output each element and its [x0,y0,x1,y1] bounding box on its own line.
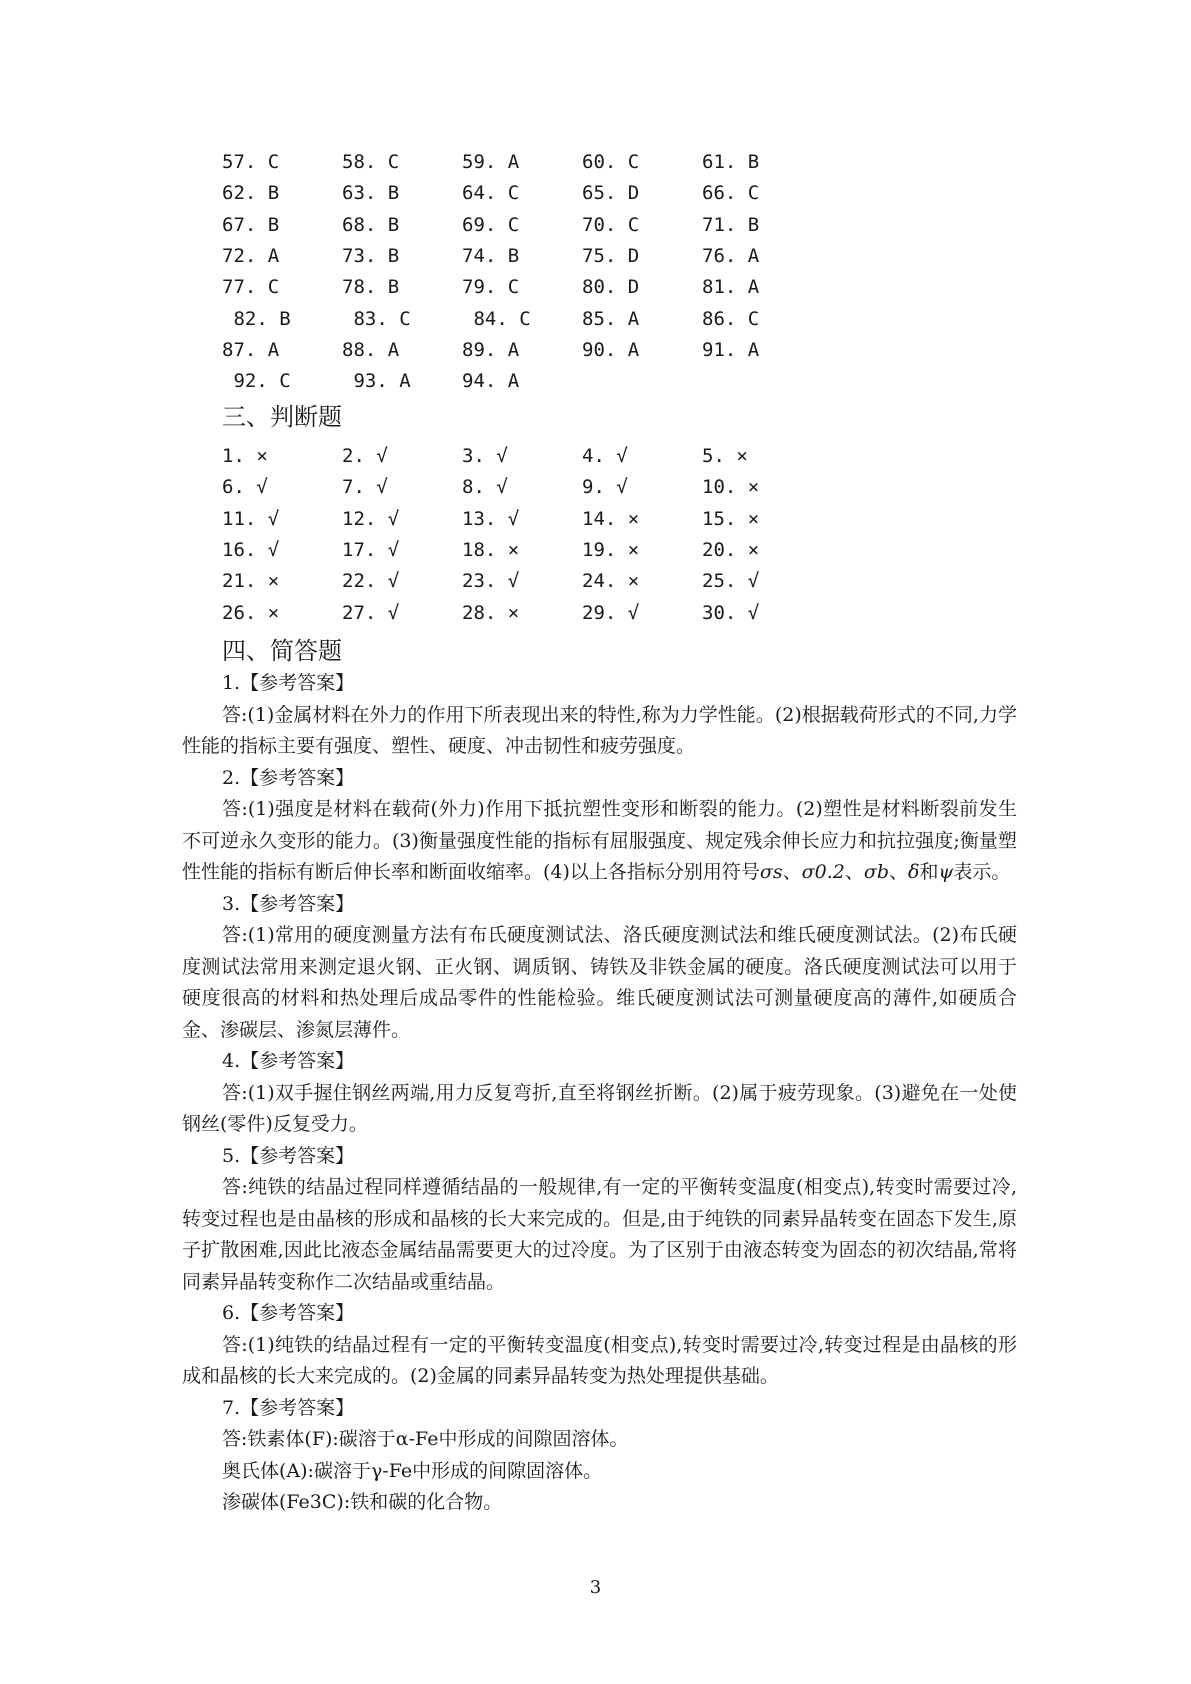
mc-answer-cell: 60. C [582,151,640,173]
q6-answer: 答:(1)纯铁的结晶过程有一定的平衡转变温度(相变点),转变时需要过冷,转变过程是由晶核的形成和晶核的长大来完成的。(2)金属的同素异晶转变为热处理提供基础。 [182,1333,1017,1387]
q7-line-austenite: 奥氏体(A):碳溶于γ-Fe中形成的间隙固溶体。 [222,1459,603,1482]
mc-answer-cell: 82. B [222,307,291,330]
tf-answer-cell: 1. × [222,445,268,467]
sep: 、 [889,861,909,883]
tf-answer-cell: 2. √ [342,445,388,467]
mc-answer-cell: 83. C [342,307,411,330]
page-number: 3 [589,1577,602,1598]
short-answers [182,668,1017,1519]
sep: 、 [844,861,864,883]
mc-answer-cell: 92. C [222,370,291,393]
sep: 、 [782,861,802,883]
tf-answer-cell: 28. × [462,601,520,624]
tf-answer-cell: 21. × [222,570,280,593]
q7-ref: 7.【参考答案】 [222,1396,355,1419]
q2-answer [182,794,1017,889]
mc-answer-cell: 86. C [702,307,760,330]
and-text: 和 [919,861,939,883]
mc-answer-cell: 67. B [222,213,280,236]
mc-answer-cell: 74. B [462,244,520,267]
tf-answer-cell: 13. √ [462,507,520,530]
mc-answer-cell: 81. A [702,276,760,299]
tf-answer-cell: 4. √ [582,445,628,467]
q2-answer-text: 答:(1)强度是材料在载荷(外力)作用下抵抗塑性变形和断裂的能力。(2)塑性是材料断裂前发生不可逆永久变形的能力。(3)衡量强度性能的指标有屈服强度、规定残余伸长应力和抗拉强度;衡量塑性性能的指标有断后伸长率和断面收缩率。(4)以上各指标分别用符号 [182,798,1017,883]
mc-answer-cell: 84. C [462,307,531,330]
mc-answer-cell: 64. C [462,182,520,205]
q1-answer: 答:(1)金属材料在外力的作用下所表现出来的特性,称为力学性能。(2)根据载荷形式的不同,力学性能的指标主要有强度、塑性、硬度、冲击韧性和疲劳强度。 [182,703,1017,757]
mc-answer-cell: 57. C [222,151,280,173]
symbol-sigma-02: σ0.2 [801,861,845,883]
mc-answer-cell: 71. B [702,213,760,236]
q1-ref: 1.【参考答案】 [222,672,355,694]
q5-answer: 答:纯铁的结晶过程同样遵循结晶的一般规律,有一定的平衡转变温度(相变点),转变时需要过冷,转变过程也是由晶核的形成和晶核的长大来完成的。但是,由于纯铁的同素异晶转变在固态下发生,原子扩散困难,因此比液态金属结晶需要更大的过冷度。为了区别于由液态转变为固态的初次结晶,常将同素异晶转变称作二次结晶或重结晶。 [182,1176,1017,1293]
q4-answer: 答:(1)双手握住钢丝两端,用力反复弯折,直至将钢丝折断。(2)属于疲劳现象。(3)避免在一处使钢丝(零件)反复受力。 [182,1081,1017,1135]
mc-answer-cell: 76. A [702,244,760,267]
mc-answer-cell: 72. A [222,244,280,267]
mc-answer-cell: 75. D [582,244,640,267]
q6-ref: 6.【参考答案】 [222,1302,355,1324]
q7-line-ferrite: 答:铁素体(F):碳溶于α-Fe中形成的间隙固溶体。 [222,1428,629,1450]
mc-answer-cell: 90. A [582,338,640,361]
tf-answer-cell: 29. √ [582,601,640,624]
mc-answer-cell: 58. C [342,151,400,173]
mc-answer-cell: 89. A [462,338,520,361]
tf-answer-cell: 23. √ [462,570,520,593]
mc-answer-cell: 69. C [462,213,520,236]
q4-ref: 4.【参考答案】 [222,1050,355,1072]
mc-answer-cell: 68. B [342,213,400,236]
section3-title: 三、判断题 [222,403,342,431]
mc-answer-cell: 94. A [462,370,520,393]
mc-answer-cell: 93. A [342,370,411,393]
q3-answer: 答:(1)常用的硬度测量方法有布氏硬度测试法、洛氏硬度测试法和维氏硬度测试法。(2)布氏硬度测试法常用来测定退火钢、正火钢、调质钢、铸铁及非铁金属的硬度。洛氏硬度测试法可以用于硬度很高的材料和热处理后成品零件的性能检验。维氏硬度测试法可测量硬度高的薄件,如硬质合金、渗碳层、渗氮层薄件。 [182,924,1017,1041]
q3-ref: 3.【参考答案】 [222,892,355,915]
mc-answer-cell: 80. D [582,276,640,299]
section4-title: 四、简答题 [222,637,342,665]
tf-answer-cell: 15. × [702,507,760,530]
mc-answer-cell: 66. C [702,182,760,205]
end-text: 表示。 [953,861,1011,883]
mc-answer-cell: 73. B [342,244,400,267]
q5-ref: 5.【参考答案】 [222,1144,355,1167]
mc-answer-cell: 77. C [222,276,280,299]
tf-answer-cell: 24. × [582,570,640,593]
q2-ref: 2.【参考答案】 [222,766,355,789]
symbol-sigma-b: σb [863,861,890,883]
mc-answer-cell: 70. C [582,213,640,236]
tf-answer-cell: 17. √ [342,538,400,561]
tf-answer-cell: 22. √ [342,570,400,593]
tf-answer-cell: 16. √ [222,538,280,561]
tf-answer-cell: 14. × [582,507,640,530]
tf-answer-cell: 5. × [702,445,748,467]
tf-answer-cell: 30. √ [702,601,760,624]
tf-answer-cell: 26. × [222,601,280,624]
tf-answer-cell: 9. √ [582,476,628,499]
mc-answer-cell: 65. D [582,182,640,205]
symbol-psi: ψ [938,861,954,883]
symbol-delta: δ [908,861,920,883]
tf-answer-cell: 3. √ [462,445,508,467]
tf-answer-cell: 18. × [462,538,520,561]
tf-answer-cell: 20. × [702,538,760,561]
tf-answer-cell: 19. × [582,538,640,561]
mc-answer-cell: 91. A [702,338,760,361]
tf-answer-cell: 25. √ [702,570,760,593]
mc-answer-cell: 61. B [702,151,760,173]
tf-answer-cell: 11. √ [222,507,280,530]
tf-answer-cell: 12. √ [342,507,400,530]
mc-answer-cell: 88. A [342,338,400,361]
mc-answer-cell: 63. B [342,182,400,205]
tf-answer-cell: 7. √ [342,476,388,499]
mc-answer-cell: 85. A [582,307,640,330]
q7-line-cementite: 渗碳体(Fe3C):铁和碳的化合物。 [222,1491,503,1513]
symbol-sigma-s: σs [759,861,783,883]
mc-answer-cell: 79. C [462,276,520,299]
tf-answer-cell: 6. √ [222,476,268,499]
tf-answer-cell: 8. √ [462,476,508,499]
tf-answer-cell: 10. × [702,476,760,499]
mc-answer-cell: 62. B [222,182,280,205]
mc-answer-cell: 78. B [342,276,400,299]
mc-answer-cell: 59. A [462,151,520,173]
tf-answer-cell: 27. √ [342,601,400,624]
mc-answer-cell: 87. A [222,338,280,361]
